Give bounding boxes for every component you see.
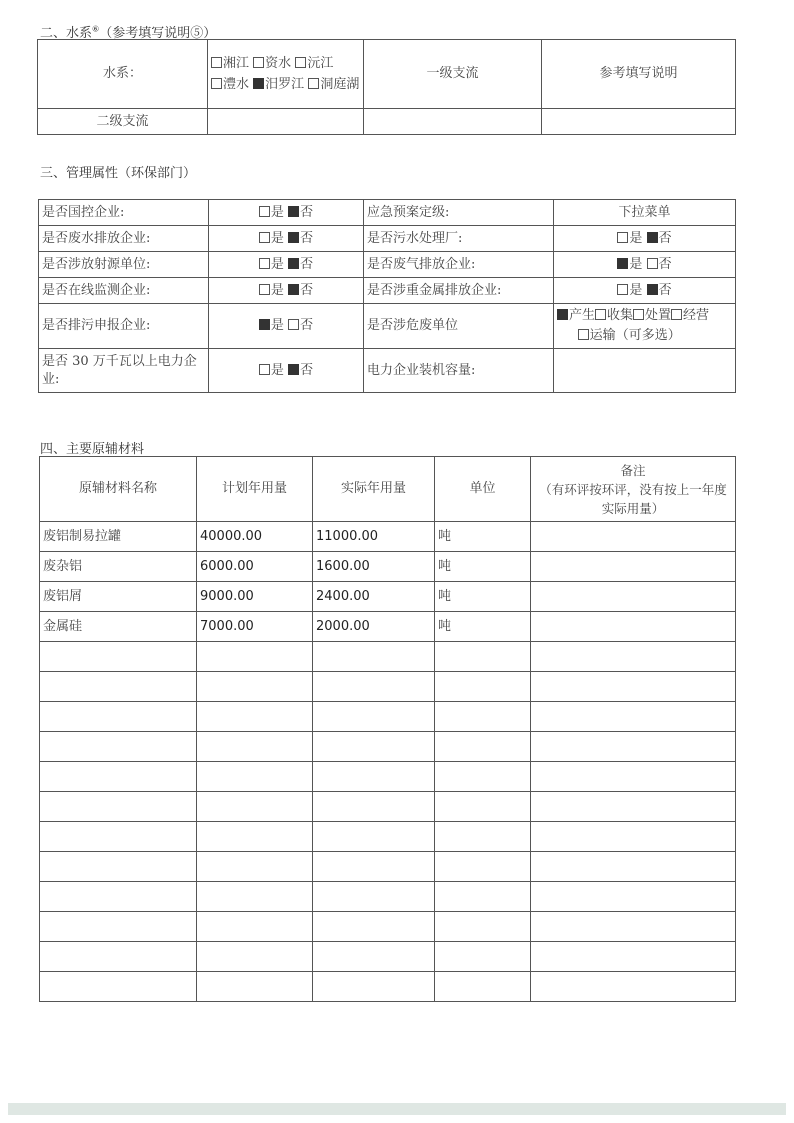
option-zishui[interactable]: 资水 [253,56,291,71]
checkbox-checked-icon[interactable] [557,309,568,320]
checkbox-checked-icon[interactable] [647,284,658,295]
cell-name[interactable]: 废铝屑 [40,582,197,612]
table-row-empty [40,642,736,672]
cell-name-empty[interactable] [40,882,197,912]
checkbox-icon[interactable] [259,284,270,295]
header-actual: 实际年用量 [313,457,435,522]
yes-no-group[interactable]: 是 否 [209,304,364,349]
management-table [38,199,736,393]
table-row-empty [40,762,736,792]
cell-name-empty[interactable] [40,732,197,762]
cell-planned-empty[interactable] [197,792,313,822]
yes-no-group[interactable]: 是 否 [209,278,364,304]
checkbox-icon[interactable] [259,258,270,269]
row-label: 是否废水排放企业: [39,226,209,252]
cell-remark[interactable] [531,552,736,582]
cell-name-empty[interactable] [40,702,197,732]
checkbox-icon[interactable] [253,57,264,68]
cell-remark-empty[interactable] [531,732,736,762]
cell-name-empty[interactable] [40,792,197,822]
remark-note: （有环评按环评，没有按上一年度实际用量） [539,481,727,516]
cell-unit[interactable]: 吨 [435,582,531,612]
row-label: 是否污水处理厂: [364,226,554,252]
header-unit: 单位 [435,457,531,522]
water-system-label: 水系： [38,40,208,109]
cell-remark-empty[interactable] [531,762,736,792]
cell-planned[interactable]: 6000.00 [197,552,313,582]
cell-unit-empty[interactable] [435,762,531,792]
cell-unit-empty[interactable] [435,912,531,942]
cell-unit[interactable]: 吨 [435,522,531,552]
checkbox-icon[interactable] [633,309,644,320]
table-row-empty [40,942,736,972]
cell-name-empty[interactable] [40,972,197,1002]
cell-unit-empty[interactable] [435,672,531,702]
cell-actual-empty[interactable] [313,732,435,762]
hazard-waste-options [554,304,736,349]
cell-remark-empty[interactable] [531,792,736,822]
reference-label: 参考填写说明 [542,40,736,109]
cell-actual[interactable]: 1600.00 [313,552,435,582]
option-miluojiang[interactable]: 汨罗江 [253,77,304,92]
dropdown-select[interactable]: 下拉菜单 [554,200,736,226]
cell-unit-empty[interactable] [435,792,531,822]
option-transport[interactable]: 运输 [578,328,616,343]
table-row [40,582,736,612]
cell-remark-empty[interactable] [531,822,736,852]
section2-title: 二、水系⑥（参考填写说明⑤） [40,24,217,41]
cell-name-empty[interactable] [40,642,197,672]
secondary-tributary-field[interactable] [208,109,364,135]
checkbox-checked-icon[interactable] [288,284,299,295]
cell-actual-empty[interactable] [313,972,435,1002]
yes-no-group[interactable]: 是 否 [209,200,364,226]
checkbox-checked-icon[interactable] [647,232,658,243]
checkbox-icon[interactable] [259,206,270,217]
cell-unit-empty[interactable] [435,822,531,852]
cell-planned-empty[interactable] [197,702,313,732]
checkbox-icon[interactable] [288,319,299,330]
yes-no-group[interactable]: 是 否 [554,226,736,252]
checkbox-checked-icon[interactable] [288,232,299,243]
cell-unit[interactable]: 吨 [435,612,531,642]
option-lishui[interactable]: 澧水 [211,77,249,92]
cell-actual-empty[interactable] [313,672,435,702]
cell-remark-empty[interactable] [531,882,736,912]
table-row-empty [40,672,736,702]
table-row [40,612,736,642]
cell-name-empty[interactable] [40,852,197,882]
cell-planned-empty[interactable] [197,732,313,762]
cell-remark[interactable] [531,612,736,642]
water-system-options [208,40,364,109]
cell-actual-empty[interactable] [313,642,435,672]
option-produce[interactable]: 产生 [557,308,595,323]
cell-unit-empty[interactable] [435,642,531,672]
cell-planned-empty[interactable] [197,672,313,702]
secondary-tributary-field-2[interactable] [364,109,542,135]
cell-planned-empty[interactable] [197,822,313,852]
table-row-empty [40,912,736,942]
header-name: 原辅材料名称 [40,457,197,522]
cell-actual-empty[interactable] [313,702,435,732]
row-label: 是否涉重金属排放企业: [364,278,554,304]
cell-actual-empty[interactable] [313,912,435,942]
cell-actual-empty[interactable] [313,792,435,822]
row-label: 是否在线监测企业: [39,278,209,304]
table-row-empty [40,882,736,912]
option-collect[interactable]: 收集 [595,308,633,323]
cell-planned-empty[interactable] [197,882,313,912]
water-system-table [37,39,736,135]
multi-select-note: （可多选） [615,328,681,343]
cell-actual-empty[interactable] [313,882,435,912]
checkbox-icon[interactable] [308,78,319,89]
primary-tributary-label: 一级支流 [364,40,542,109]
table-row-empty [40,732,736,762]
row-label: 是否涉放射源单位: [39,252,209,278]
cell-name-empty[interactable] [40,762,197,792]
row-label: 应急预案定级: [364,200,554,226]
cell-actual-empty[interactable] [313,762,435,792]
section3-title: 三、管理属性（环保部门） [40,166,197,181]
cell-planned-empty[interactable] [197,912,313,942]
checkbox-checked-icon[interactable] [259,319,270,330]
table-row-empty [40,852,736,882]
checkbox-icon[interactable] [617,284,628,295]
cell-remark-empty[interactable] [531,852,736,882]
cell-remark-empty[interactable] [531,702,736,732]
option-yuanjiang[interactable]: 沅江 [295,56,333,71]
cell-unit-empty[interactable] [435,702,531,732]
cell-planned-empty[interactable] [197,972,313,1002]
row-label: 是否涉危废单位 [364,304,554,349]
cell-unit[interactable]: 吨 [435,552,531,582]
row-label: 电力企业装机容量: [364,349,554,393]
option-dongtinghu[interactable]: 洞庭湖 [308,77,359,92]
cell-planned[interactable]: 40000.00 [197,522,313,552]
cell-unit-empty[interactable] [435,942,531,972]
cell-actual[interactable]: 2400.00 [313,582,435,612]
table-row [40,552,736,582]
checkbox-icon[interactable] [211,57,222,68]
cell-name-empty[interactable] [40,912,197,942]
footer-bar [8,1103,786,1115]
cell-planned-empty[interactable] [197,852,313,882]
cell-actual-empty[interactable] [313,942,435,972]
checkbox-icon[interactable] [259,232,270,243]
cell-actual-empty[interactable] [313,852,435,882]
cell-remark-empty[interactable] [531,642,736,672]
remark-title: 备注 [620,462,646,478]
cell-name[interactable]: 金属硅 [40,612,197,642]
capacity-field[interactable] [554,349,736,393]
option-xiangjiang[interactable]: 湘江 [211,56,249,71]
checkbox-checked-icon[interactable] [288,364,299,375]
cell-actual[interactable]: 11000.00 [313,522,435,552]
table-row [40,522,736,552]
yes-no-group[interactable]: 是 否 [209,226,364,252]
cell-remark-empty[interactable] [531,912,736,942]
yes-no-group[interactable]: 是 否 [554,252,736,278]
cell-planned-empty[interactable] [197,762,313,792]
checkbox-checked-icon[interactable] [253,78,264,89]
yes-no-group[interactable]: 是 否 [209,349,364,393]
secondary-tributary-label: 二级支流 [38,109,208,135]
header-planned: 计划年用量 [197,457,313,522]
checkbox-checked-icon[interactable] [288,206,299,217]
cell-planned-empty[interactable] [197,642,313,672]
row-label: 是否排污申报企业: [39,304,209,349]
cell-planned-empty[interactable] [197,942,313,972]
table-row-empty [40,822,736,852]
cell-unit-empty[interactable] [435,972,531,1002]
checkbox-icon[interactable] [211,78,222,89]
cell-planned[interactable]: 9000.00 [197,582,313,612]
checkbox-icon[interactable] [671,309,682,320]
table-row-empty [40,972,736,1002]
checkbox-checked-icon[interactable] [288,258,299,269]
row-label: 是否国控企业: [39,200,209,226]
option-dispose[interactable]: 处置 [633,308,671,323]
row-label: 是否 30 万千瓦以上电力企业: [39,349,209,393]
secondary-tributary-field-3[interactable] [542,109,736,135]
cell-name-empty[interactable] [40,942,197,972]
checkbox-icon[interactable] [295,57,306,68]
checkbox-checked-icon[interactable] [617,258,628,269]
cell-unit-empty[interactable] [435,732,531,762]
cell-remark-empty[interactable] [531,942,736,972]
materials-table [39,456,736,1002]
header-remark [531,457,736,522]
cell-remark-empty[interactable] [531,672,736,702]
yes-no-group[interactable]: 是 否 [554,278,736,304]
checkbox-icon[interactable] [578,329,589,340]
cell-name-empty[interactable] [40,672,197,702]
cell-planned[interactable]: 7000.00 [197,612,313,642]
table-row-empty [40,792,736,822]
checkbox-icon[interactable] [647,258,658,269]
cell-actual-empty[interactable] [313,822,435,852]
cell-unit-empty[interactable] [435,882,531,912]
row-label: 是否废气排放企业: [364,252,554,278]
cell-unit-empty[interactable] [435,852,531,882]
checkbox-icon[interactable] [595,309,606,320]
cell-remark-empty[interactable] [531,972,736,1002]
option-operate[interactable]: 经营 [671,308,709,323]
cell-name-empty[interactable] [40,822,197,852]
checkbox-icon[interactable] [259,364,270,375]
cell-actual[interactable]: 2000.00 [313,612,435,642]
section4-title: 四、主要原辅材料 [40,442,145,457]
cell-remark[interactable] [531,522,736,552]
table-row-empty [40,702,736,732]
yes-no-group[interactable]: 是 否 [209,252,364,278]
cell-remark[interactable] [531,582,736,612]
cell-name[interactable]: 废铝制易拉罐 [40,522,197,552]
cell-name[interactable]: 废杂铝 [40,552,197,582]
checkbox-icon[interactable] [617,232,628,243]
